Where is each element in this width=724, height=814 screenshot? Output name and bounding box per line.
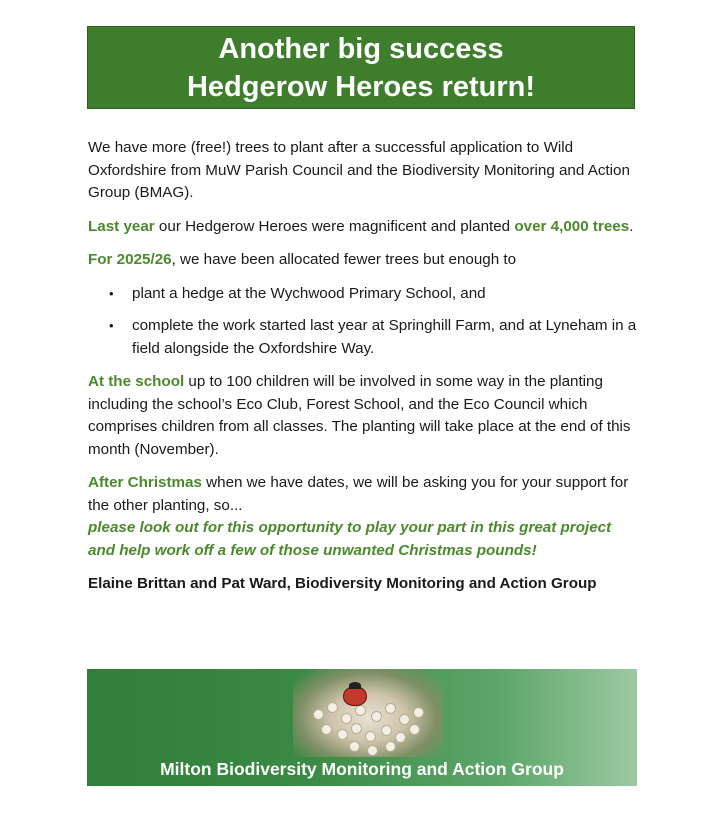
plans-lead: For 2025/26 xyxy=(88,251,172,268)
list-item: • complete the work started last year at Springhill Farm, and at Lyneham in a field alongside the Oxfordshire Way. xyxy=(132,315,638,360)
christmas-lead: After Christmas xyxy=(88,474,202,491)
school-lead: At the school xyxy=(88,373,185,390)
article-body xyxy=(88,137,638,607)
school-paragraph xyxy=(88,371,638,461)
ladybird-on-flowers-photo xyxy=(293,669,443,757)
ladybird-icon xyxy=(343,686,367,706)
intro-paragraph: We have more (free!) trees to plant after a successful application to Wild Oxfordshire from MuW Parish Council and the Biodiversity Monitoring and Action Group (BMAG). xyxy=(88,139,630,201)
headline-banner xyxy=(87,26,635,109)
last-year-text: our Hedgerow Heroes were magnificent and planted xyxy=(154,217,515,235)
plans-paragraph xyxy=(88,249,638,272)
school-text: up to 100 children will be involved in some way in the planting including the school’s Eco Club, Forest School, and the Eco Council which comprises children from all classes. The planting will take place at the end of this month (November). xyxy=(88,373,631,458)
plans-list xyxy=(88,283,638,361)
plans-text: , we have been allocated fewer trees but enough to xyxy=(171,251,517,268)
christmas-text: when we have dates, we will be asking you for your support for the other planting, so... xyxy=(88,474,629,514)
list-item: • plant a hedge at the Wychwood Primary School, and xyxy=(132,283,638,306)
footer-banner xyxy=(87,669,637,786)
call-to-action: please look out for this opportunity to play your part in this great project and help work off a few of those unwanted Christmas pounds! xyxy=(88,519,612,559)
last-year-lead: Last year xyxy=(88,217,155,235)
headline-line-2: Hedgerow Heroes return! xyxy=(186,70,536,103)
signature: Elaine Brittan and Pat Ward, Biodiversity Monitoring and Action Group xyxy=(88,575,597,592)
footer-title: Milton Biodiversity Monitoring and Action Group xyxy=(160,759,564,779)
christmas-paragraph xyxy=(88,472,638,517)
headline-line-1: Another big success xyxy=(218,32,504,65)
trees-planted-highlight: over 4,000 trees xyxy=(514,217,630,235)
last-year-paragraph xyxy=(88,216,638,239)
last-year-end: . xyxy=(629,217,634,235)
